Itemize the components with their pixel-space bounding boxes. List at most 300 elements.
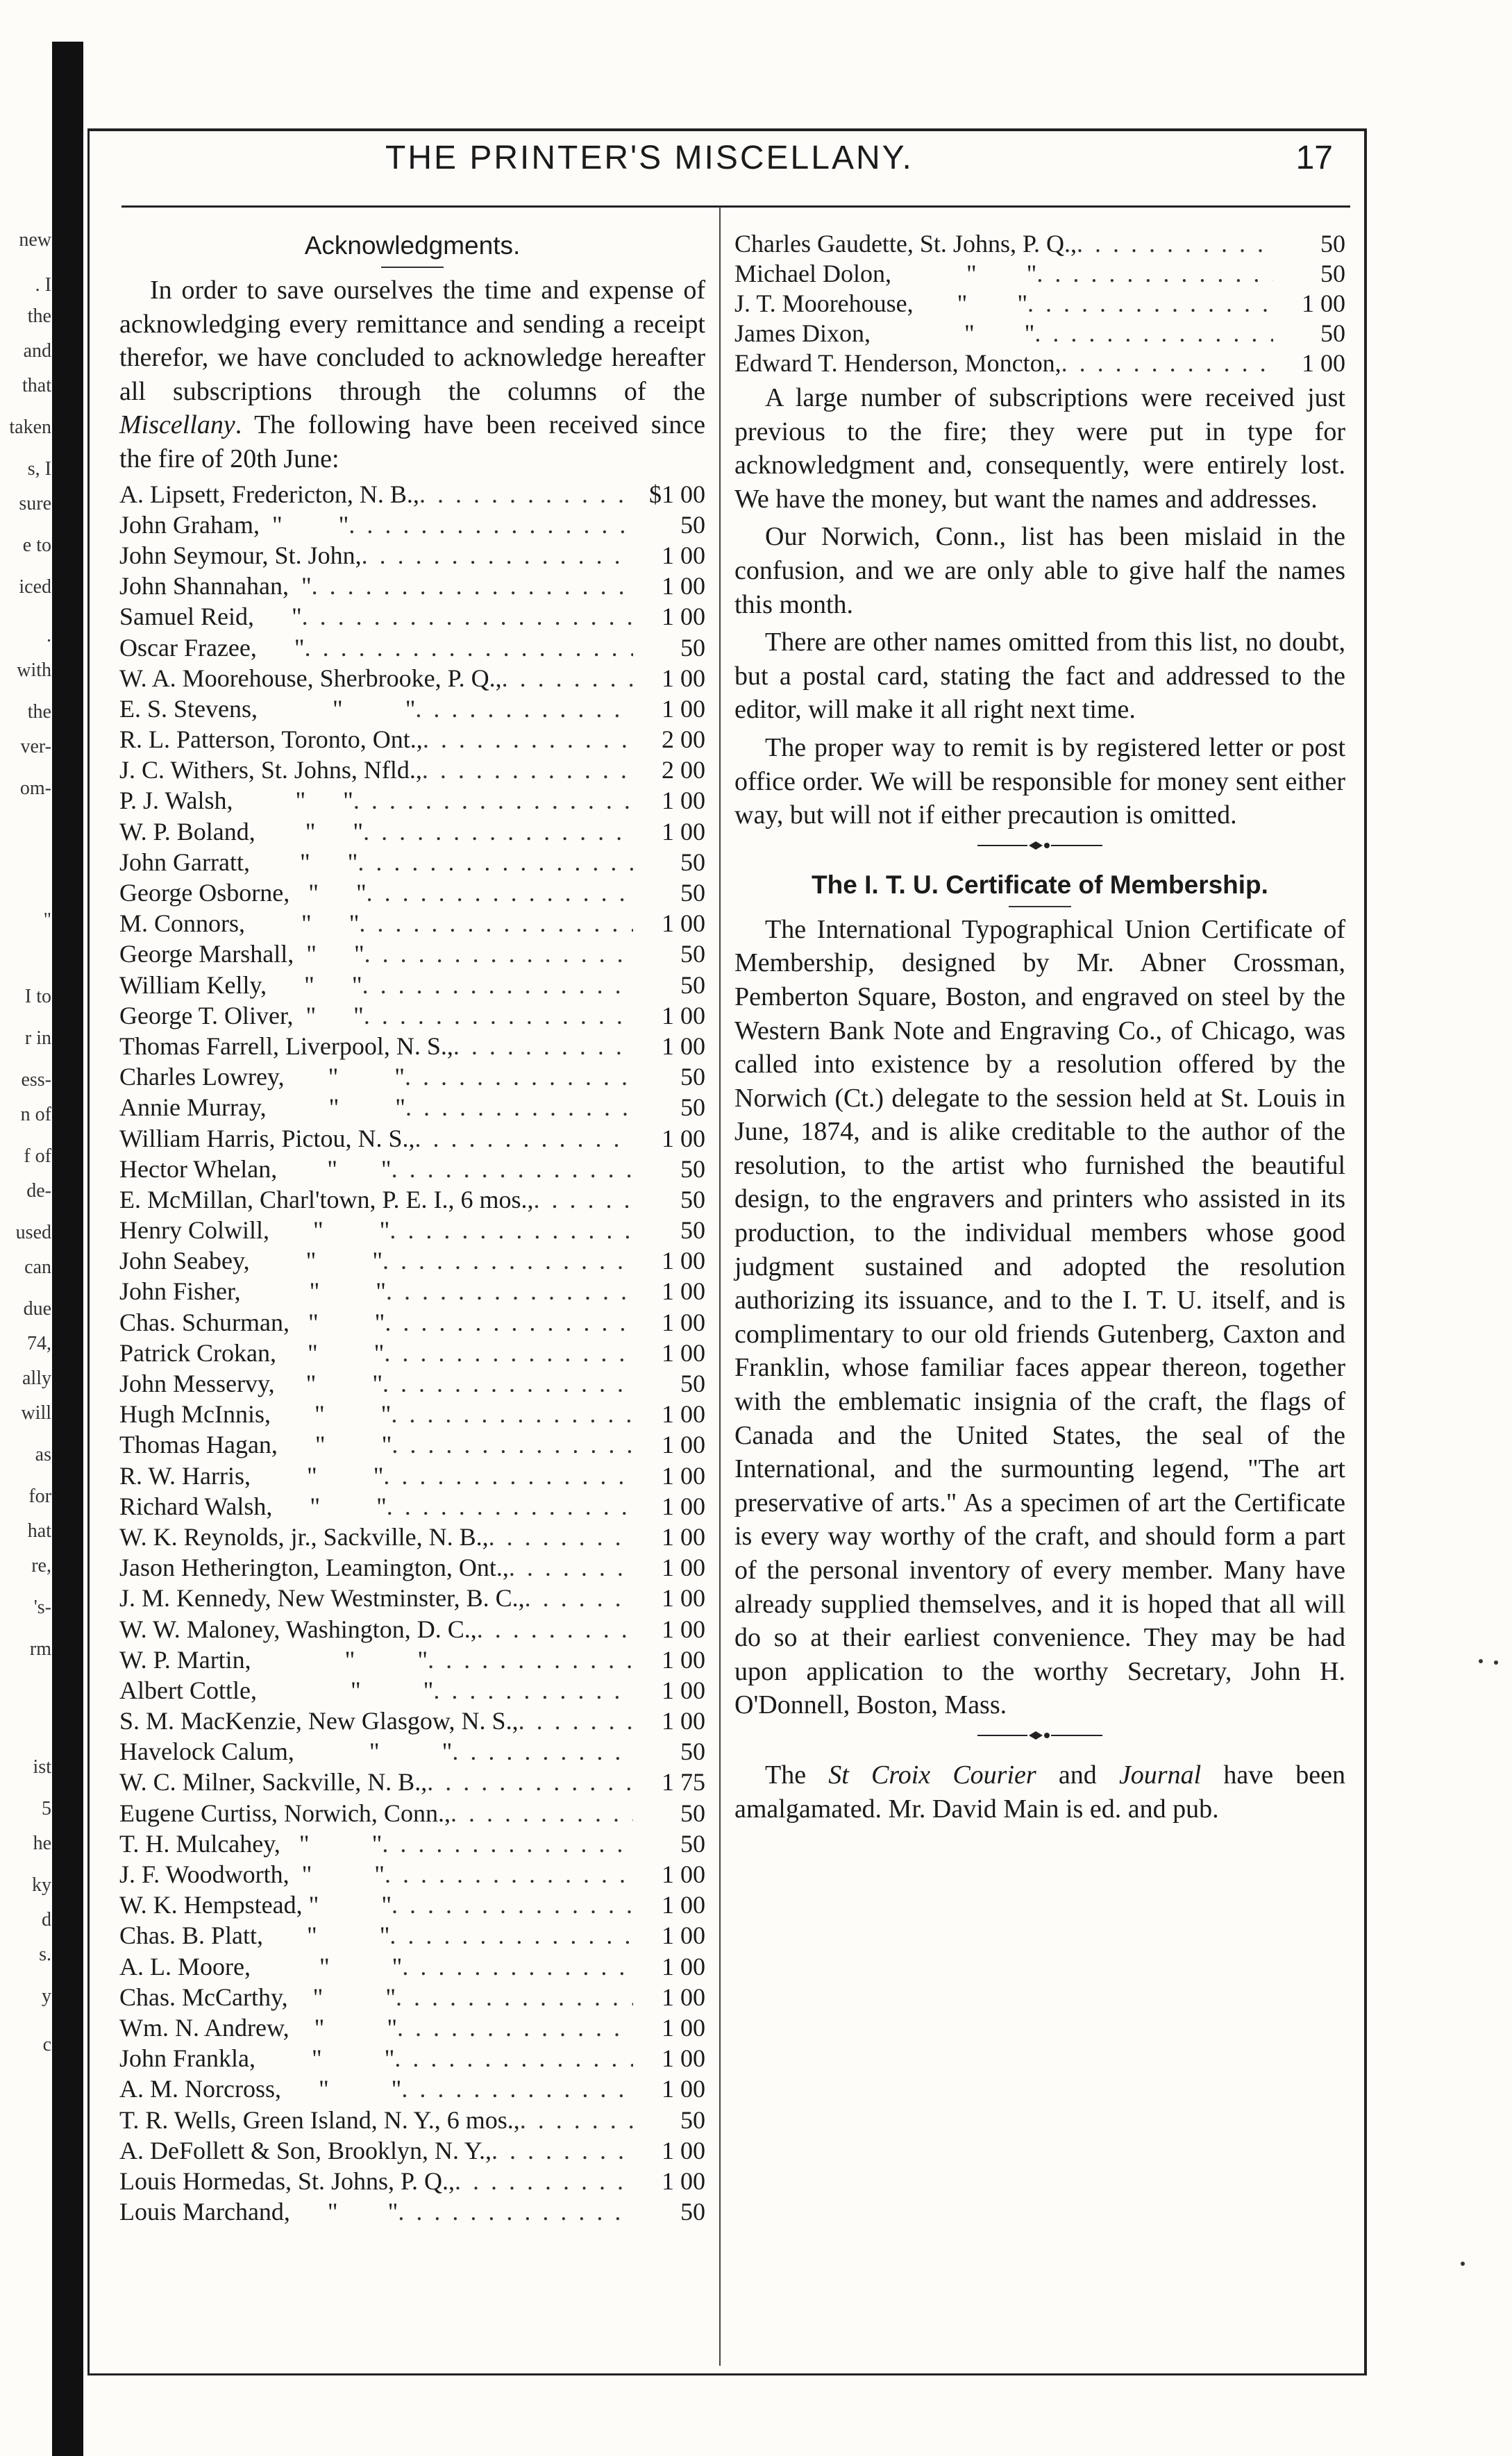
subscription-row — [119, 2043, 705, 2074]
subscription-row — [119, 724, 705, 755]
subscription-row — [119, 1828, 705, 1859]
subscription-amount: 1 00 — [662, 1247, 705, 1275]
subscription-row — [119, 1552, 705, 1583]
subscription-row — [119, 1429, 705, 1460]
subscription-amount: 1 00 — [662, 909, 705, 938]
gutter-fragment: r in — [24, 1027, 51, 1049]
subscription-row — [119, 540, 705, 571]
gutter-fragment: c — [42, 2034, 51, 2055]
subscription-row — [119, 1798, 705, 1828]
leader-dots — [520, 2105, 633, 2135]
right-column — [734, 229, 1345, 1826]
subscriber-name: W. P. Martin, " " — [119, 1645, 428, 1674]
leader-dots — [362, 540, 633, 571]
notice-paper-1: St Croix Courier — [828, 1760, 1036, 1790]
amalgamation-notice — [734, 1758, 1345, 1826]
leader-dots — [386, 1276, 633, 1306]
leader-dots — [423, 724, 633, 755]
subscriber-name: W. A. Moorehouse, Sherbrooke, P. Q., — [119, 664, 502, 692]
gutter-fragment: y — [42, 1985, 51, 2007]
subscription-row — [119, 2074, 705, 2104]
subscription-row — [119, 1767, 705, 1797]
subscription-amount: 2 00 — [662, 725, 705, 754]
subscription-row — [119, 2135, 705, 2166]
subscription-row — [119, 1123, 705, 1154]
leader-dots — [401, 2074, 633, 2104]
subscription-row — [119, 1368, 705, 1399]
subscriber-name: Thomas Hagan, " " — [119, 1431, 392, 1459]
subscription-amount: 1 00 — [662, 572, 705, 600]
subscription-amount: 50 — [680, 1216, 705, 1245]
leader-dots — [382, 1828, 633, 1859]
subscriber-name: A. Lipsett, Fredericton, N. B., — [119, 480, 419, 508]
gutter-fragment: re, — [31, 1555, 51, 1576]
gutter-fragment: 74, — [27, 1333, 51, 1354]
subscriber-name: W. K. Hempstead, " " — [119, 1891, 392, 1919]
subscription-row — [119, 479, 705, 510]
subscriber-name: Annie Murray, " " — [119, 1093, 405, 1122]
gutter-fragment: . — [47, 625, 51, 646]
subscriber-name: M. Connors, " " — [119, 909, 360, 938]
gutter-fragment: for — [28, 1486, 51, 1507]
subscriber-name: Hector Whelan, " " — [119, 1154, 392, 1183]
gutter-fragment: d — [42, 1909, 51, 1931]
subscription-amount: $1 00 — [649, 480, 705, 508]
gutter-fragment: due — [23, 1298, 51, 1320]
leader-dots — [519, 1706, 633, 1736]
leader-dots — [455, 2166, 633, 2196]
leader-dots — [419, 479, 633, 510]
subscriber-name: J. C. Withers, St. Johns, Nfld., — [119, 756, 422, 784]
subscription-amount: 50 — [680, 633, 705, 662]
subscription-row — [119, 1890, 705, 1920]
leader-dots — [364, 939, 633, 969]
notice-paper-2: Journal — [1118, 1760, 1202, 1790]
leader-dots — [348, 510, 633, 540]
subscription-amount: 1 00 — [662, 1707, 705, 1735]
subscriber-name: Albert Cottle, " " — [119, 1676, 434, 1704]
subscriber-name: R. L. Patterson, Toronto, Ont., — [119, 725, 423, 754]
gutter-fragment: ist — [33, 1756, 51, 1778]
subscription-row — [734, 319, 1345, 348]
leader-dots — [385, 1307, 633, 1338]
leader-dots — [415, 1123, 633, 1154]
subscriber-name: William Harris, Pictou, N. S., — [119, 1124, 415, 1152]
gutter-fragment: I to — [24, 986, 51, 1007]
subscriber-name: John Shannahan, " — [119, 572, 312, 600]
subscription-amount: 50 — [680, 1370, 705, 1397]
subscriber-name: W. P. Boland, " " — [119, 817, 364, 846]
subscription-row — [119, 2105, 705, 2135]
subscription-row — [119, 1215, 705, 1245]
subscription-amount: 50 — [680, 1799, 705, 1827]
subscriber-name: Eugene Curtiss, Norwich, Conn., — [119, 1799, 451, 1827]
subscriber-name: A. DeFollett & Son, Brooklyn, N. Y., — [119, 2136, 492, 2164]
gutter-fragment: that — [22, 375, 51, 396]
subscription-row — [119, 510, 705, 540]
leader-dots — [477, 1614, 633, 1645]
subscription-amount: 50 — [1320, 319, 1345, 347]
notice-suffix: have been amalgamated. Mr. David Main is ed. and pub. — [734, 1760, 1345, 1824]
ornament-icon — [977, 839, 1102, 852]
subscription-amount: 1 00 — [662, 694, 705, 723]
gutter-fragment: taken — [9, 417, 51, 438]
subscription-amount: 50 — [680, 1829, 705, 1858]
subscriber-name: George T. Oliver, " " — [119, 1001, 364, 1029]
subscription-amount: 1 00 — [662, 1676, 705, 1704]
title-rule — [1009, 906, 1071, 907]
leader-dots — [392, 1154, 633, 1184]
ornament-icon — [977, 1729, 1102, 1742]
leader-dots — [391, 1399, 633, 1429]
subscription-amount: 50 — [1320, 230, 1345, 258]
subscription-row — [119, 1184, 705, 1215]
subscription-amount: 1 00 — [662, 2044, 705, 2073]
leader-dots — [402, 1951, 633, 1982]
title-rule — [381, 267, 444, 268]
subscription-row — [119, 970, 705, 1000]
subscriber-name: T. H. Mulcahey, " " — [119, 1829, 383, 1858]
subscription-row — [119, 1614, 705, 1645]
subscription-row — [119, 1399, 705, 1429]
leader-dots — [433, 1675, 633, 1706]
subscription-amount: 1 00 — [662, 2167, 705, 2195]
subscriber-name: Samuel Reid, " — [119, 603, 302, 631]
leader-dots — [383, 1461, 633, 1491]
gutter-fragment: ess- — [21, 1069, 51, 1091]
gutter-fragment: iced — [19, 576, 51, 598]
subscriber-name: Charles Gaudette, St. Johns, P. Q., — [734, 230, 1077, 258]
certificate-body: The International Typographical Union Certificate of Membership, designed by Mr. Abner Crossman, Pemberton Square, Boston, and engraved on steel by the Western Bank Note and Engraving Co., of Chicago, was called into existence by a resolution offered by the Norwich (Ct.) delegate to the session held at St. Louis in June, 1874, and is alike creditable to the author of the resolution, to the artist who furnished the beautiful design, to the engravers and printers who assisted in its production, to the individual members whose good judgment sustained and adopted the resolution authorizing its issuance, and to the I. T. U. itself, and is complimentary to our old friends Gutenberg, Caxton and Franklin, whose familiar faces appear thereon, together with the emblematic insignia of the craft, the flags of Canada and the United States, the seal of the International, and the surmounting legend, "The art preservative of arts." As a specimen of art the Certificate is every way worthy of the craft, and should form a part of the personal inventory of every member. Many have already supplied themselves, and it is hoped that all will do so at their earliest convenience. They may be had upon application to the worthy Secretary, John H. O'Donnell, Boston, Mass. — [734, 914, 1345, 1720]
subscription-row — [119, 1245, 705, 1276]
gutter-fragment: as — [35, 1444, 51, 1465]
subscription-amount: 1 00 — [662, 1492, 705, 1520]
subscriber-name: A. M. Norcross, " " — [119, 2075, 402, 2103]
subscription-row — [119, 908, 705, 939]
subscription-row — [119, 1061, 705, 1092]
subscription-row — [119, 1276, 705, 1306]
subscriber-name: Louis Marchand, " " — [119, 2198, 398, 2226]
subscription-amount: 1 00 — [662, 1983, 705, 2011]
subscription-amount: 50 — [680, 1063, 705, 1091]
subscription-amount: 1 00 — [662, 1891, 705, 1919]
gutter-fragment: om- — [19, 777, 51, 799]
gutter-fragment: 's- — [33, 1597, 51, 1618]
subscription-amount: 2 00 — [662, 756, 705, 784]
paragraph-omitted: There are other names omitted from this list, no doubt, but a postal card, stating the fact and addressed to the editor, will make it all right next time. — [734, 628, 1345, 725]
binding-gutter — [0, 0, 83, 2456]
leader-dots — [302, 601, 633, 632]
subscription-row — [119, 939, 705, 969]
gutter-fragment: new — [19, 229, 51, 251]
leader-dots — [492, 2135, 633, 2166]
leader-dots — [385, 1859, 633, 1890]
gutter-fragment: f of — [24, 1145, 51, 1167]
subscription-row — [119, 1338, 705, 1368]
ink-speck — [1479, 1659, 1483, 1663]
leader-dots — [358, 847, 633, 877]
subscriber-name: Louis Hormedas, St. Johns, P. Q., — [119, 2167, 455, 2195]
leader-dots — [1061, 348, 1273, 378]
subscriber-name: William Kelly, " " — [119, 970, 362, 999]
subscription-amount: 50 — [680, 1738, 705, 1766]
gutter-fragment: sure — [19, 493, 51, 514]
subscription-amount: 1 00 — [662, 1032, 705, 1060]
leader-dots — [359, 908, 633, 939]
subscription-row — [734, 229, 1345, 259]
leader-dots — [363, 816, 633, 847]
subscription-row — [119, 1031, 705, 1061]
ornament-divider — [734, 1729, 1345, 1743]
gutter-fragment: will — [21, 1402, 51, 1424]
leader-dots — [312, 571, 633, 601]
leader-dots — [305, 632, 633, 663]
subscriber-name: John Messervy, " " — [119, 1370, 383, 1397]
leader-dots — [387, 1491, 633, 1522]
subscription-amount: 1 00 — [662, 1308, 705, 1336]
gutter-fragment: de- — [26, 1180, 51, 1202]
subscription-amount: 50 — [680, 879, 705, 907]
subscription-row — [119, 1859, 705, 1890]
intro-miscellany-italic: Miscellany — [119, 410, 235, 440]
subscription-row — [734, 289, 1345, 319]
subscriber-name: Patrick Crokan, " " — [119, 1338, 385, 1367]
subscriber-name: W. K. Reynolds, jr., Sackville, N. B., — [119, 1522, 489, 1551]
subscription-amount: 1 00 — [662, 787, 705, 815]
subscription-row — [119, 1307, 705, 1338]
running-head — [111, 133, 1354, 189]
subscription-row — [119, 1583, 705, 1613]
leader-dots — [392, 1890, 633, 1920]
subscription-row — [119, 1461, 705, 1491]
gutter-fragment: with — [17, 659, 51, 681]
subscription-list-right — [734, 229, 1345, 378]
subscription-row — [119, 1736, 705, 1767]
subscription-row — [119, 632, 705, 663]
leader-dots — [1027, 289, 1273, 319]
subscription-row — [119, 663, 705, 693]
subscriber-name: Edward T. Henderson, Moncton, — [734, 349, 1061, 377]
binding-shadow — [52, 42, 83, 2456]
gutter-fragment: he — [33, 1833, 51, 1854]
subscription-amount: 50 — [680, 2198, 705, 2226]
acknowledgments-title: Acknowledgments. — [304, 231, 521, 260]
leader-dots — [396, 1982, 633, 2012]
leader-dots — [415, 693, 633, 724]
subscription-amount: 1 00 — [662, 1584, 705, 1613]
subscription-row — [734, 348, 1345, 378]
gutter-fragment: and — [23, 340, 51, 362]
leader-dots — [427, 1767, 633, 1797]
subscription-row — [119, 1675, 705, 1706]
leader-dots — [383, 1368, 633, 1399]
leader-dots — [364, 1000, 633, 1031]
subscription-amount: 1 00 — [662, 1461, 705, 1490]
subscriber-name: John Frankla, " " — [119, 2044, 395, 2073]
gutter-fragment: the — [27, 305, 51, 327]
subscription-row — [734, 259, 1345, 289]
subscriber-name: John Garratt, " " — [119, 848, 358, 876]
subscriber-name: W. C. Milner, Sackville, N. B., — [119, 1768, 428, 1797]
subscription-row — [119, 2012, 705, 2043]
subscription-row — [119, 847, 705, 877]
subscription-amount: 50 — [680, 970, 705, 999]
subscriber-name: J. M. Kennedy, New Westminster, B. C., — [119, 1584, 525, 1613]
subscriber-name: Jason Hetherington, Leamington, Ont., — [119, 1554, 509, 1582]
leader-dots — [1034, 319, 1273, 348]
subscription-row — [119, 755, 705, 785]
leader-dots — [353, 785, 633, 816]
gutter-fragment: can — [24, 1256, 51, 1278]
subscriber-name: Michael Dolon, " " — [734, 260, 1037, 287]
subscriber-name: Charles Lowrey, " " — [119, 1063, 405, 1091]
subscription-row — [119, 1982, 705, 2012]
notice-middle: and — [1036, 1760, 1119, 1790]
subscription-amount: 1 00 — [662, 2013, 705, 2042]
leader-dots — [502, 663, 633, 693]
subscriber-name: George Marshall, " " — [119, 940, 364, 968]
leader-dots — [362, 970, 633, 1000]
paragraph-lost-names: A large number of subscriptions were received just previous to the fire; they were put in type for acknowledgment and, consequently, were entirely lost. We have the money, but want the names and addresses. — [734, 383, 1345, 514]
subscription-amount: 1 00 — [662, 1277, 705, 1306]
subscription-amount: 1 00 — [1302, 289, 1345, 317]
leader-dots — [428, 1645, 633, 1675]
leader-dots — [367, 877, 633, 908]
gutter-fragment: 5 — [42, 1798, 51, 1819]
leader-dots — [389, 1920, 633, 1951]
leader-dots — [451, 1798, 633, 1828]
subscription-row — [119, 1522, 705, 1552]
subscriber-name: E. McMillan, Charl'town, P. E. I., 6 mos., — [119, 1185, 534, 1213]
leader-dots — [489, 1522, 633, 1552]
leader-dots — [384, 1338, 633, 1368]
subscription-row — [119, 1154, 705, 1184]
running-head-title: THE PRINTER'S MISCELLANY. — [385, 140, 914, 176]
subscription-amount: 50 — [680, 940, 705, 968]
left-column — [119, 229, 705, 2227]
leader-dots — [533, 1184, 633, 1215]
subscriber-name: Chas. B. Platt, " " — [119, 1921, 390, 1950]
subscription-amount: 1 00 — [662, 1522, 705, 1551]
subscriber-name: T. R. Wells, Green Island, N. Y., 6 mos., — [119, 2105, 520, 2134]
subscription-amount: 50 — [680, 1185, 705, 1213]
intro-text: In order to save ourselves the time and expense of acknowledging every remittance and sending a receipt therefor, we have concluded to acknowledge hereafter all subscriptions through the columns of the Miscellany. The following have been received since the fire of 20th June: — [119, 276, 705, 473]
subscriber-name: Havelock Calum, " " — [119, 1738, 453, 1766]
subscription-amount: 1 00 — [662, 1001, 705, 1029]
ornament-divider — [734, 839, 1345, 853]
subscriber-name: S. M. MacKenzie, New Glasgow, N. S., — [119, 1707, 519, 1735]
subscriber-name: J. F. Woodworth, " " — [119, 1860, 385, 1888]
subscription-amount: 1 00 — [662, 1860, 705, 1888]
gutter-fragment: rm — [29, 1638, 51, 1660]
leader-dots — [509, 1552, 633, 1583]
subscriber-name: John Fisher, " " — [119, 1277, 386, 1306]
notice-prefix: The — [765, 1760, 829, 1790]
subscription-amount: 1 00 — [662, 1431, 705, 1459]
subscription-amount: 1 00 — [662, 1400, 705, 1429]
subscriber-name: Chas. McCarthy, " " — [119, 1983, 396, 2011]
subscriber-name: James Dixon, " " — [734, 319, 1035, 347]
subscription-amount: 50 — [680, 848, 705, 876]
subscription-amount: 50 — [680, 1154, 705, 1183]
leader-dots — [392, 1429, 633, 1460]
subscription-amount: 1 00 — [662, 1338, 705, 1367]
subscription-amount: 1 00 — [662, 1921, 705, 1950]
leader-dots — [394, 2043, 633, 2074]
column-rule — [719, 207, 721, 2366]
subscriber-name: J. T. Moorehouse, " " — [734, 289, 1028, 317]
leader-dots — [398, 2196, 633, 2227]
subscriber-name: John Seabey, " " — [119, 1247, 383, 1275]
subscription-amount: 1 00 — [662, 1952, 705, 1980]
leader-dots — [452, 1736, 633, 1767]
subscription-row — [119, 2196, 705, 2227]
subscription-amount: 1 75 — [662, 1768, 705, 1797]
leader-dots — [397, 2012, 633, 2043]
subscription-row — [119, 2166, 705, 2196]
header-rule — [121, 205, 1350, 208]
subscription-row — [119, 1491, 705, 1522]
leader-dots — [405, 1061, 633, 1092]
subscription-row — [119, 693, 705, 724]
gutter-fragment: ver- — [20, 736, 51, 757]
certificate-title: The I. T. U. Certificate of Membership. — [812, 870, 1268, 899]
subscription-row — [119, 877, 705, 908]
subscription-row — [119, 571, 705, 601]
subscriber-name: John Seymour, St. John, — [119, 541, 362, 569]
subscriber-name: Wm. N. Andrew, " " — [119, 2013, 398, 2042]
subscription-row — [119, 1092, 705, 1122]
paragraph-norwich: Our Norwich, Conn., list has been mislaid in the confusion, and we are only able to give half the names this month. — [734, 522, 1345, 619]
subscription-amount: 1 00 — [662, 664, 705, 692]
subscription-amount: 1 00 — [1302, 349, 1345, 377]
subscriber-name: Hugh McInnis, " " — [119, 1400, 392, 1429]
leader-dots — [453, 1031, 633, 1061]
paragraph-remit: The proper way to remit is by registered letter or post office order. We will be responsible for money sent either way, but will not if either precaution is omitted. — [734, 732, 1345, 830]
gutter-fragment: . I — [35, 274, 51, 296]
gutter-fragment: n of — [20, 1104, 51, 1125]
gutter-fragment: e to — [22, 535, 51, 556]
subscription-amount: 1 00 — [662, 2075, 705, 2103]
subscriber-name: E. S. Stevens, " " — [119, 694, 416, 723]
subscription-row — [119, 1706, 705, 1736]
subscriber-name: Chas. Schurman, " " — [119, 1308, 385, 1336]
subscription-amount: 1 00 — [662, 603, 705, 631]
leader-dots — [405, 1092, 633, 1122]
ink-speck — [1494, 1660, 1498, 1665]
subscription-amount: 50 — [1320, 260, 1345, 287]
subscription-amount: 1 00 — [662, 1615, 705, 1643]
subscription-amount: 1 00 — [662, 1554, 705, 1582]
subscription-amount: 1 00 — [662, 1645, 705, 1674]
leader-dots — [1077, 229, 1273, 259]
subscriber-name: Thomas Farrell, Liverpool, N. S., — [119, 1032, 453, 1060]
leader-dots — [383, 1245, 633, 1276]
ink-speck — [1461, 2262, 1465, 2266]
leader-dots — [525, 1583, 633, 1613]
gutter-fragment: hat — [27, 1520, 51, 1542]
subscriber-name: Richard Walsh, " " — [119, 1492, 387, 1520]
subscription-amount: 50 — [680, 1093, 705, 1122]
gutter-fragment: ky — [32, 1874, 51, 1896]
gutter-fragment: the — [27, 701, 51, 723]
leader-dots — [422, 755, 633, 785]
gutter-fragment: s. — [39, 1944, 51, 1965]
subscriber-name: W. W. Maloney, Washington, D. C., — [119, 1615, 477, 1643]
subscription-row — [119, 785, 705, 816]
subscription-amount: 1 00 — [662, 1124, 705, 1152]
subscription-amount: 1 00 — [662, 817, 705, 846]
